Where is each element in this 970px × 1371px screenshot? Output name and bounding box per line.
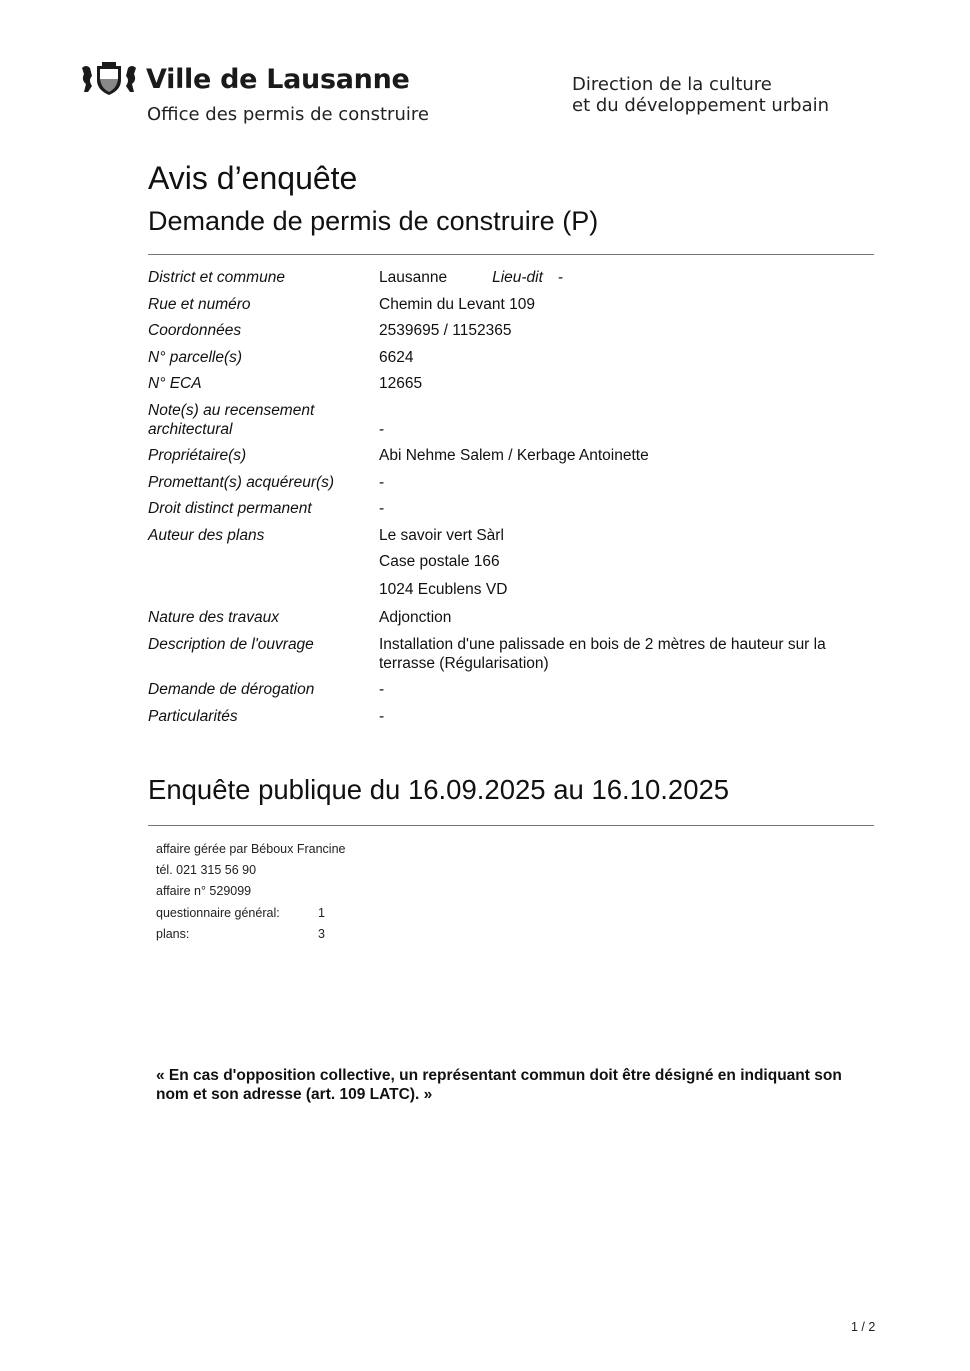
auteur-address-line-1: Case postale 166: [379, 553, 500, 570]
field-value: Adjonction: [379, 609, 452, 626]
field-label: N° ECA: [148, 375, 202, 392]
fields-table: [148, 268, 874, 733]
field-row-description: [148, 635, 874, 673]
lieu-dit-value: -: [557, 269, 564, 286]
field-value: -: [379, 681, 385, 698]
field-label: Nature des travaux: [148, 609, 279, 626]
field-row-proprietaire: [148, 446, 874, 465]
collective-opposition-notice: « En cas d'opposition collective, un représentant commun doit être désigné en indiquant son nom et son adresse (art. 109 LATC). »: [156, 1067, 842, 1103]
field-row-district: [148, 268, 874, 287]
field-label-line-2: architectural: [148, 420, 233, 438]
field-value: Chemin du Levant 109: [379, 295, 535, 313]
auteur-address-line-2: 1024 Ecublens VD: [379, 581, 508, 598]
field-value: -: [379, 500, 385, 517]
field-value: 2539695 / 1152365: [379, 322, 512, 339]
field-label: Rue et numéro: [148, 295, 251, 313]
field-row-coordonnees: [148, 321, 874, 340]
field-row-derogation: [148, 680, 874, 699]
field-value: -: [379, 473, 385, 491]
questionnaire-row: [156, 903, 345, 924]
field-row-note-recensement: [148, 401, 874, 439]
lausanne-coat-of-arms-icon: [80, 62, 138, 96]
field-label: [148, 401, 379, 439]
field-value: 6624: [379, 348, 414, 366]
field-row-parcelle: [148, 348, 874, 367]
field-label: Description de l'ouvrage: [148, 635, 314, 653]
field-value: 12665: [379, 375, 423, 392]
field-label: Particularités: [148, 707, 238, 725]
field-value: Le savoir vert Sàrl: [379, 526, 504, 544]
affaire-details: [156, 839, 345, 945]
field-row-nature: [148, 608, 874, 627]
affaire-phone: tél. 021 315 56 90: [156, 863, 257, 878]
divider: [148, 825, 874, 826]
enquete-period-heading: Enquête publique du 16.09.2025 au 16.10.2025: [148, 774, 730, 805]
field-value: Installation d'une palissade en bois de 2 mètres de hauteur sur la terrasse (Régularisation): [379, 635, 826, 672]
field-label: N° parcelle(s): [148, 348, 243, 366]
field-row-rue: [148, 295, 874, 314]
field-label: Demande de dérogation: [148, 681, 315, 698]
field-value: -: [379, 707, 385, 725]
questionnaire-label: questionnaire général:: [156, 905, 280, 920]
plans-count: 3: [318, 926, 325, 941]
page-subtitle: Demande de permis de construire (P): [148, 206, 599, 236]
field-label: Auteur des plans: [148, 526, 265, 544]
plans-label: plans:: [156, 926, 190, 941]
field-label: District et commune: [148, 269, 285, 286]
office-name: Office des permis de construire: [147, 104, 429, 125]
affaire-manager: affaire gérée par Béboux Francine: [156, 842, 346, 856]
field-label: Droit distinct permanent: [148, 500, 312, 517]
field-row-eca: [148, 374, 874, 393]
field-value: -: [379, 420, 385, 438]
field-value: [379, 268, 874, 287]
plans-row: [156, 924, 345, 945]
field-row-auteur: [148, 526, 874, 545]
field-label: Coordonnées: [148, 322, 242, 339]
affaire-number: affaire n° 529099: [156, 884, 252, 899]
field-row-promettant: [148, 473, 874, 492]
field-row-droit-distinct: [148, 499, 874, 518]
lieu-dit-label: Lieu-dit: [492, 269, 543, 286]
direction-line-1: Direction de la culture: [572, 74, 772, 95]
city-name: Ville de Lausanne: [146, 64, 410, 95]
questionnaire-count: 1: [318, 905, 325, 920]
district-value: Lausanne: [379, 269, 448, 286]
direction-line-2: et du développement urbain: [572, 95, 830, 116]
field-label: Propriétaire(s): [148, 447, 247, 464]
field-label: Promettant(s) acquéreur(s): [148, 473, 335, 491]
field-row-particularites: [148, 707, 874, 726]
field-value: Abi Nehme Salem / Kerbage Antoinette: [379, 447, 649, 464]
page-title: Avis d’enquête: [148, 160, 358, 196]
page-number: 1 / 2: [851, 1320, 876, 1334]
direction-name: [572, 74, 829, 116]
divider: [148, 254, 874, 255]
field-label-line-1: Note(s) au recensement: [148, 401, 315, 419]
